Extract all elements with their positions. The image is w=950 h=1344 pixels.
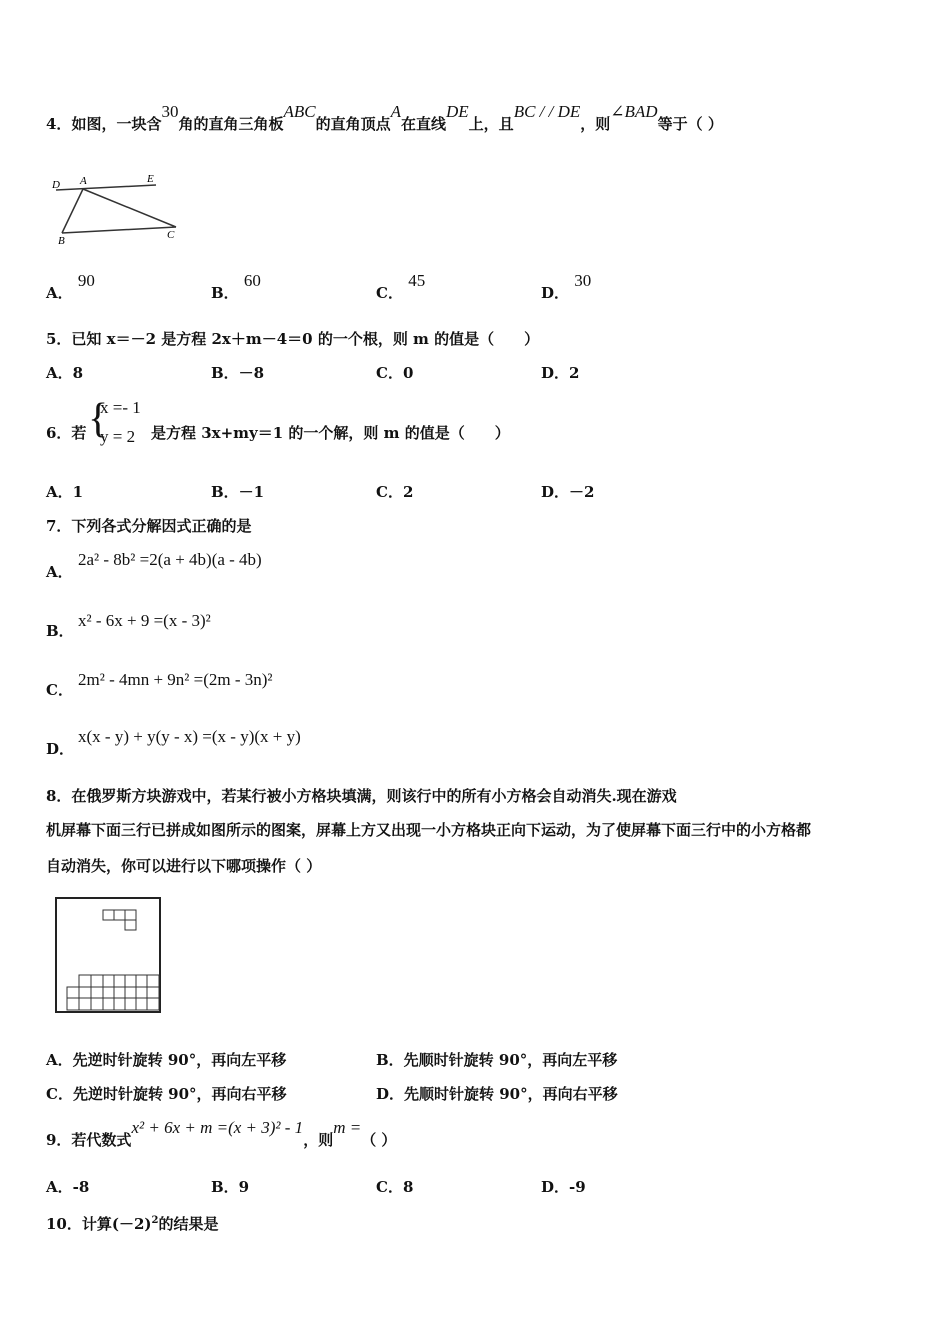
- q6-option-a: A．1: [46, 483, 84, 501]
- q9-option-c: C．8: [376, 1178, 414, 1196]
- q7-option-a-label: A．: [46, 563, 73, 581]
- q7-option-c-expr: 2m² - 4mn + 9n² =(2m - 3n)²: [78, 670, 273, 689]
- tetris-screen: [56, 898, 160, 1012]
- q7-stem: 7．下列各式分解因式正确的是: [46, 517, 252, 535]
- q9-option-a: A．-8: [46, 1178, 90, 1196]
- q5-option-c: C．0: [376, 364, 414, 382]
- label-a: A: [80, 175, 87, 187]
- q8-option-a: A．先逆时针旋转 90°，再向左平移: [46, 1051, 287, 1069]
- side-ab: [62, 189, 83, 233]
- q9-expr: x² + 6x + m =(x + 3)² - 1: [131, 1118, 304, 1137]
- q4-stem: [46, 102, 723, 134]
- label-e: E: [147, 173, 154, 185]
- q9-option-b: B．9: [211, 1178, 250, 1196]
- q4-text-6: ，则: [580, 115, 611, 133]
- q8-option-d: D．先顺时针旋转 90°，再向右平移: [376, 1085, 618, 1103]
- q7-option-d-label: D．: [46, 740, 75, 758]
- q5-stem: 5．已知 x＝－2 是方程 2x＋m－4＝0 的一个根，则 m 的值是（ ）: [46, 330, 540, 348]
- q4-text-4: 在直线: [400, 115, 446, 133]
- q4-option-b-value: 60: [243, 271, 261, 290]
- q4-parallel: BC / / DE: [513, 102, 581, 121]
- q4-text-7: 等于（ ）: [657, 115, 723, 133]
- q8-option-c: C．先逆时针旋转 90°，再向右平移: [46, 1085, 287, 1103]
- q6-number: 6．若: [46, 424, 87, 442]
- q4-angle: 30: [161, 102, 179, 121]
- q5-option-a: A．8: [46, 364, 84, 382]
- q10-stem: [46, 1211, 219, 1234]
- q4-text-1: 如图，一块含: [71, 115, 162, 133]
- q4-line-de: DE: [446, 102, 469, 121]
- q9-text-1: 9．若代数式: [46, 1131, 132, 1149]
- q4-option-a-value: 90: [77, 271, 95, 290]
- q8-stem-line1: 8．在俄罗斯方块游戏中，若某行被小方格块填满，则该行中的所有小方格会自动消失.现在游戏: [46, 787, 677, 805]
- q4-text-3: 的直角顶点: [315, 115, 391, 133]
- q4-option-c-value: 45: [408, 271, 426, 290]
- q4-option-d-label: D．: [541, 284, 570, 302]
- q8-stem-line2: 机屏幕下面三行已拼成如图所示的图案，屏幕上方又出现一小方格块正向下运动，为了使屏幕下面三行中的小方格都: [46, 821, 812, 839]
- q4-option-a-label: A．: [46, 284, 73, 302]
- q4-text-5: 上，且: [468, 115, 514, 133]
- q7-option-b-label: B．: [46, 622, 74, 640]
- q10-text-end: 的结果是: [158, 1215, 219, 1233]
- q7-option-d-expr: x(x - y) + y(y - x) =(x - y)(x + y): [78, 727, 301, 746]
- q9-text-2: ，则: [303, 1131, 334, 1149]
- q6-option-c: C．2: [376, 483, 414, 501]
- q9-m: m =: [333, 1118, 362, 1137]
- q6-eq1: x =- 1: [100, 398, 141, 417]
- tetris-figure: [55, 897, 165, 1015]
- q5-option-d: D．2: [541, 364, 580, 382]
- q4-angle-bad: ∠BAD: [610, 102, 658, 121]
- q6-option-d: D．－2: [541, 483, 595, 501]
- q4-number: 4．: [46, 115, 72, 133]
- q6-stem: 是方程 3x+my＝1 的一个解，则 m 的值是（ ）: [151, 424, 510, 442]
- q9-option-d: D．-9: [541, 1178, 586, 1196]
- side-ac: [83, 189, 176, 227]
- q6-option-b: B．－1: [211, 483, 265, 501]
- q4-text-2: 角的直角三角板: [178, 115, 284, 133]
- q9-stem: [46, 1118, 397, 1150]
- line-de: [56, 185, 156, 190]
- q9-text-3: （ ）: [361, 1131, 397, 1149]
- q10-text: 10．计算(－2): [46, 1215, 152, 1233]
- q4-triangle-abc: ABC: [283, 102, 316, 121]
- q4-option-c: [376, 271, 426, 303]
- label-b: B: [58, 235, 65, 247]
- q8-option-b: B．先顺时针旋转 90°，再向左平移: [376, 1051, 618, 1069]
- q4-option-b: [211, 271, 261, 303]
- label-d: D: [52, 179, 60, 191]
- system-brace: {: [88, 396, 109, 442]
- q4-option-a: [46, 271, 95, 303]
- label-c: C: [167, 229, 175, 241]
- q4-triangle-figure: [48, 170, 198, 250]
- side-bc: [62, 227, 176, 233]
- q10-exponent: 2: [151, 1215, 159, 1226]
- q4-option-c-label: C．: [376, 284, 403, 302]
- q8-stem-line3: 自动消失，你可以进行以下哪项操作（ ）: [46, 857, 322, 875]
- q7-option-b-expr: x² - 6x + 9 =(x - 3)²: [78, 611, 211, 630]
- q7-option-c-label: C．: [46, 681, 73, 699]
- q7-option-a-expr: 2a² - 8b² =2(a + 4b)(a - 4b): [78, 550, 262, 569]
- q4-vertex-a: A: [390, 102, 401, 121]
- q5-option-b: B．－8: [211, 364, 265, 382]
- bottom-rows: [67, 975, 159, 1010]
- falling-block: [103, 910, 136, 930]
- q6-eq2: y = 2: [100, 427, 136, 446]
- q4-option-d: [541, 271, 592, 303]
- q4-option-d-value: 30: [574, 271, 592, 290]
- q4-option-b-label: B．: [211, 284, 239, 302]
